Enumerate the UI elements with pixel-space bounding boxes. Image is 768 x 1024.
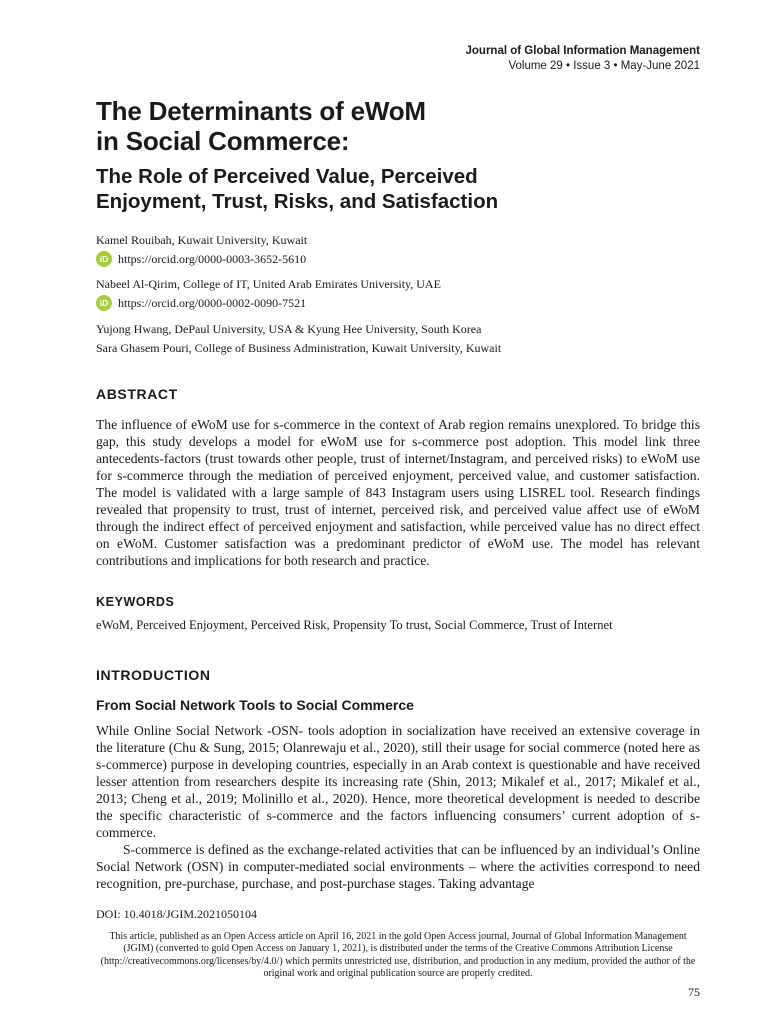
page-number: 75: [688, 985, 700, 999]
orcid-link[interactable]: https://orcid.org/0000-0003-3652-5610: [118, 251, 307, 266]
subtitle-line-2: Enjoyment, Trust, Risks, and Satisfaction: [96, 190, 499, 213]
orcid-row: [96, 248, 700, 270]
abstract-text: The influence of eWoM use for s-commerce in the context of Arab region remains unexplored. To bridge this gap, this study develops a model for eWoM use for s-commerce post adoption. This model link three antecedents-factors (trust towards other people, trust of internet/Instagram, and perceived risks) to eWoM use for s-commerce through the mediation of perceived enjoyment, perceived value, and customer satisfaction. The model is validated with a large sample of 843 Instagram users using LISREL tool. Research findings revealed that propensity to trust, trust of internet, perceived risk, and perceived value affect use of eWoM through the indirect effect of perceived enjoyment and satisfaction, while perceived value has no direct effect on eWoM. Customer satisfaction was a predominant predictor of eWoM use. The model has relevant contributions and implications for both research and practice.: [96, 417, 700, 568]
introduction-subheading: From Social Network Tools to Social Commerce: [96, 697, 414, 713]
author-list: [96, 232, 700, 358]
abstract-heading: ABSTRACT: [96, 386, 178, 402]
title-line-1: The Determinants of eWoM: [96, 96, 426, 126]
introduction-heading: INTRODUCTION: [96, 667, 211, 683]
license-notice: This article, published as an Open Access article on April 16, 2021 in the gold Open Access journal, Journal of Global Information Management (JGIM) (converted to gold Open Access on January 1, 2021), is distributed under the terms of the Creative Commons Attribution License (http://creativecommons.org/licenses/by/4.0/) which permits unrestricted use, distribution, and production in any medium, provided the author of the original work and original publication source are properly credited.: [100, 931, 696, 979]
author-affiliation: Yujong Hwang, DePaul University, USA & Kyung Hee University, South Korea: [96, 322, 482, 336]
author-affiliation: Kamel Rouibah, Kuwait University, Kuwait: [96, 233, 308, 247]
author-affiliation: Sara Ghasem Pouri, College of Business Administration, Kuwait University, Kuwait: [96, 341, 502, 355]
orcid-link[interactable]: https://orcid.org/0000-0002-0090-7521: [118, 295, 307, 310]
subtitle-line-1: The Role of Perceived Value, Perceived: [96, 165, 478, 188]
body-paragraph: While Online Social Network -OSN- tools adoption in socialization have received an extensive coverage in the literature (Chu & Sung, 2015; Olanrewaju et al., 2020), still their usage for social commerce (noted here as s-commerce) purpose in developing countries, especially in an Arab context is questionable and have received lesser attention from researchers despite its increasing rate (Shin, 2013; Mikalef et al., 2017; Mikalef et al., 2013; Cheng et al., 2019; Molinillo et al., 2020). Hence, more theoretical development is needed to describe the specific characteristic of s-commerce and the factors influencing consumers’ current adoption of s-commerce.: [96, 723, 700, 840]
body-paragraph: S-commerce is defined as the exchange-related activities that can be influenced by an individual’s Online Social Network (OSN) in computer-mediated social environments – where the activities correspond to need recognition, pre-purchase, purchase, and post-purchase stages. Taking advantage: [96, 842, 700, 891]
orcid-row: [96, 292, 700, 314]
orcid-icon: iD: [96, 251, 112, 267]
journal-name: Journal of Global Information Management: [465, 45, 700, 57]
keywords-heading: KEYWORDS: [96, 595, 175, 609]
title-main: [96, 96, 700, 156]
orcid-icon: iD: [96, 295, 112, 311]
paper-page: [96, 0, 700, 1024]
title-line-2: in Social Commerce:: [96, 126, 350, 156]
journal-header: [466, 44, 701, 74]
keywords-text: eWoM, Perceived Enjoyment, Perceived Risk, Propensity To trust, Social Commerce, Trust of Internet: [96, 618, 613, 632]
title-subtitle: [96, 164, 700, 214]
journal-issue: Volume 29 • Issue 3 • May-June 2021: [508, 60, 700, 72]
doi[interactable]: DOI: 10.4018/JGIM.2021050104: [96, 907, 257, 921]
paper-title: [96, 96, 700, 214]
author-affiliation: Nabeel Al-Qirim, College of IT, United Arab Emirates University, UAE: [96, 277, 441, 291]
